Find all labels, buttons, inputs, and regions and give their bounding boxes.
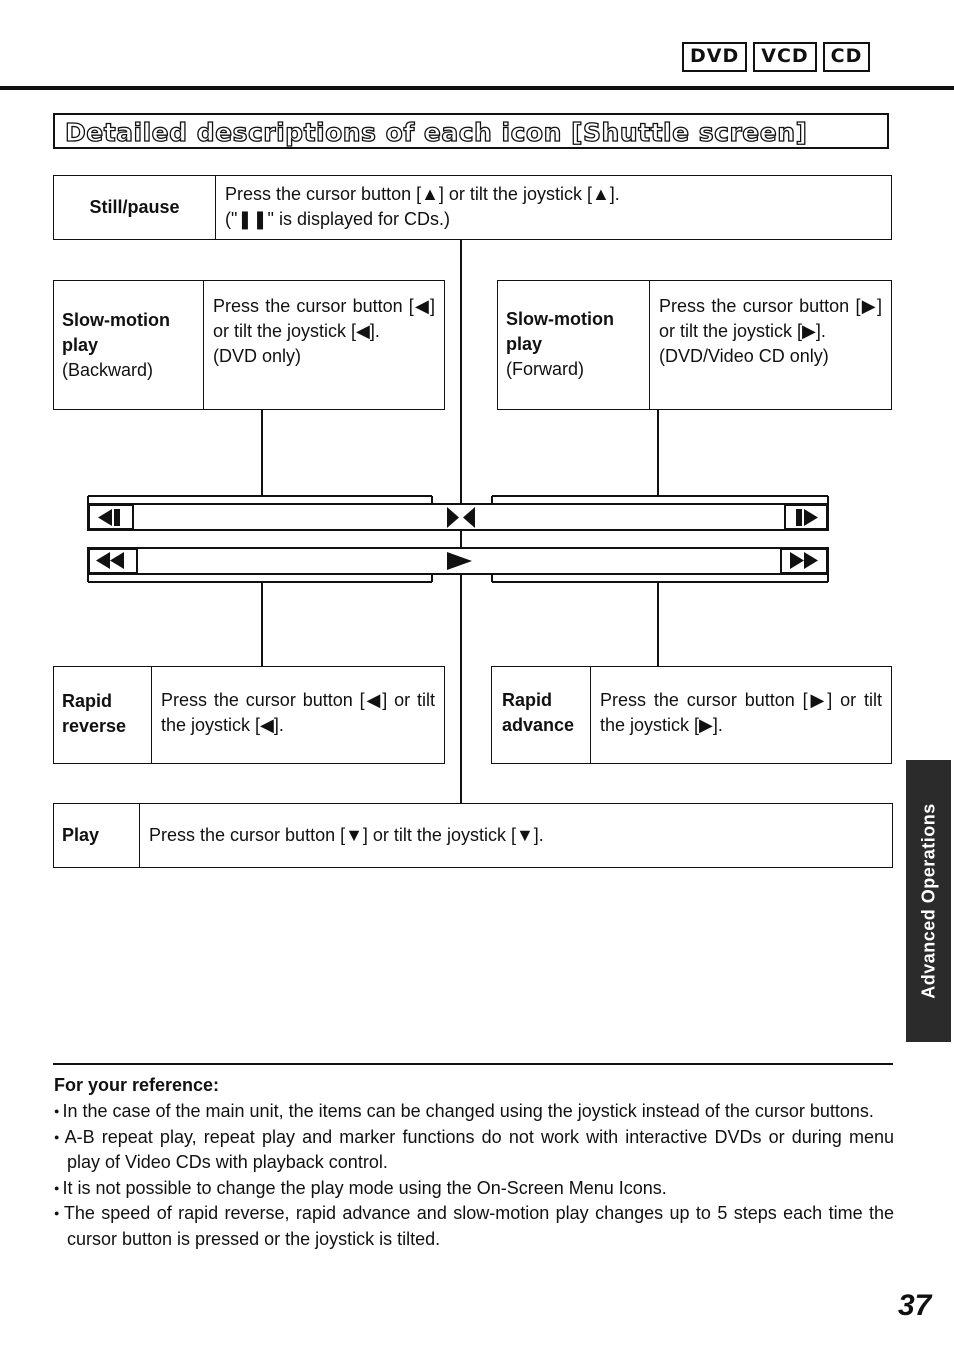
section-title: Detailed descriptions of each icon [Shuttle screen] [65, 118, 808, 147]
reference-item: ● It is not possible to change the play mode using the On-Screen Menu Icons. [54, 1176, 894, 1202]
rapid-reverse-box [53, 666, 445, 764]
vcd-badge: VCD [753, 42, 816, 72]
page-number: 37 [898, 1289, 932, 1322]
rapid-reverse-icon [89, 549, 137, 573]
play-label: Play [54, 804, 140, 867]
slow-backward-icon [89, 505, 133, 529]
cd-badge: CD [823, 42, 871, 72]
still-pause-box [53, 175, 892, 240]
slow-back-label: Slow-motion play (Backward) [54, 281, 204, 409]
slow-fwd-label: Slow-motion play (Forward) [498, 281, 650, 409]
still-pause-label: Still/pause [54, 176, 216, 239]
still-pause-icon [444, 505, 478, 529]
reference-item: ● The speed of rapid reverse, rapid advance and slow-motion play changes up to 5 steps each time the cursor button is pressed or the joystick is tilted. [54, 1201, 894, 1252]
rapid-advance-box [491, 666, 892, 764]
play-icon [440, 549, 480, 573]
dvd-badge: DVD [682, 42, 747, 72]
reference-rule [53, 1063, 893, 1065]
rapid-rev-label: Rapid reverse [54, 667, 152, 763]
slow-motion-forward-box [497, 280, 892, 410]
rapid-adv-label: Rapid advance [492, 667, 591, 763]
reference-heading: For your reference: [54, 1075, 220, 1095]
side-tab-label: Advanced Operations [918, 803, 938, 999]
slow-motion-backward-box [53, 280, 445, 410]
slow-fwd-desc: Press the cursor button [▶] or tilt the joystick [▶]. (DVD/Video CD only) [659, 296, 882, 366]
slow-back-desc: Press the cursor button [◀] or tilt the joystick [◀]. (DVD only) [213, 296, 435, 366]
slow-forward-icon [785, 505, 827, 529]
still-pause-desc: Press the cursor button [▲] or tilt the joystick [▲]. ("❚❚" is displayed for CDs.) [225, 184, 620, 229]
advanced-operations-tab [906, 760, 951, 1042]
reference-item: ● In the case of the main unit, the items can be changed using the joystick instead of the cursor buttons. [54, 1099, 894, 1125]
reference-list [54, 1099, 894, 1252]
rapid-rev-desc: Press the cursor button [◀] or tilt the joystick [◀]. [161, 690, 435, 735]
play-box [53, 803, 893, 868]
play-desc: Press the cursor button [▼] or tilt the joystick [▼]. [149, 825, 544, 845]
reference-item: ● A-B repeat play, repeat play and marker functions do not work with interactive DVDs or during menu play of Video CDs with playback control. [54, 1125, 894, 1176]
rapid-advance-icon [781, 549, 827, 573]
rapid-adv-desc: Press the cursor button [▶] or tilt the joystick [▶]. [600, 690, 882, 735]
